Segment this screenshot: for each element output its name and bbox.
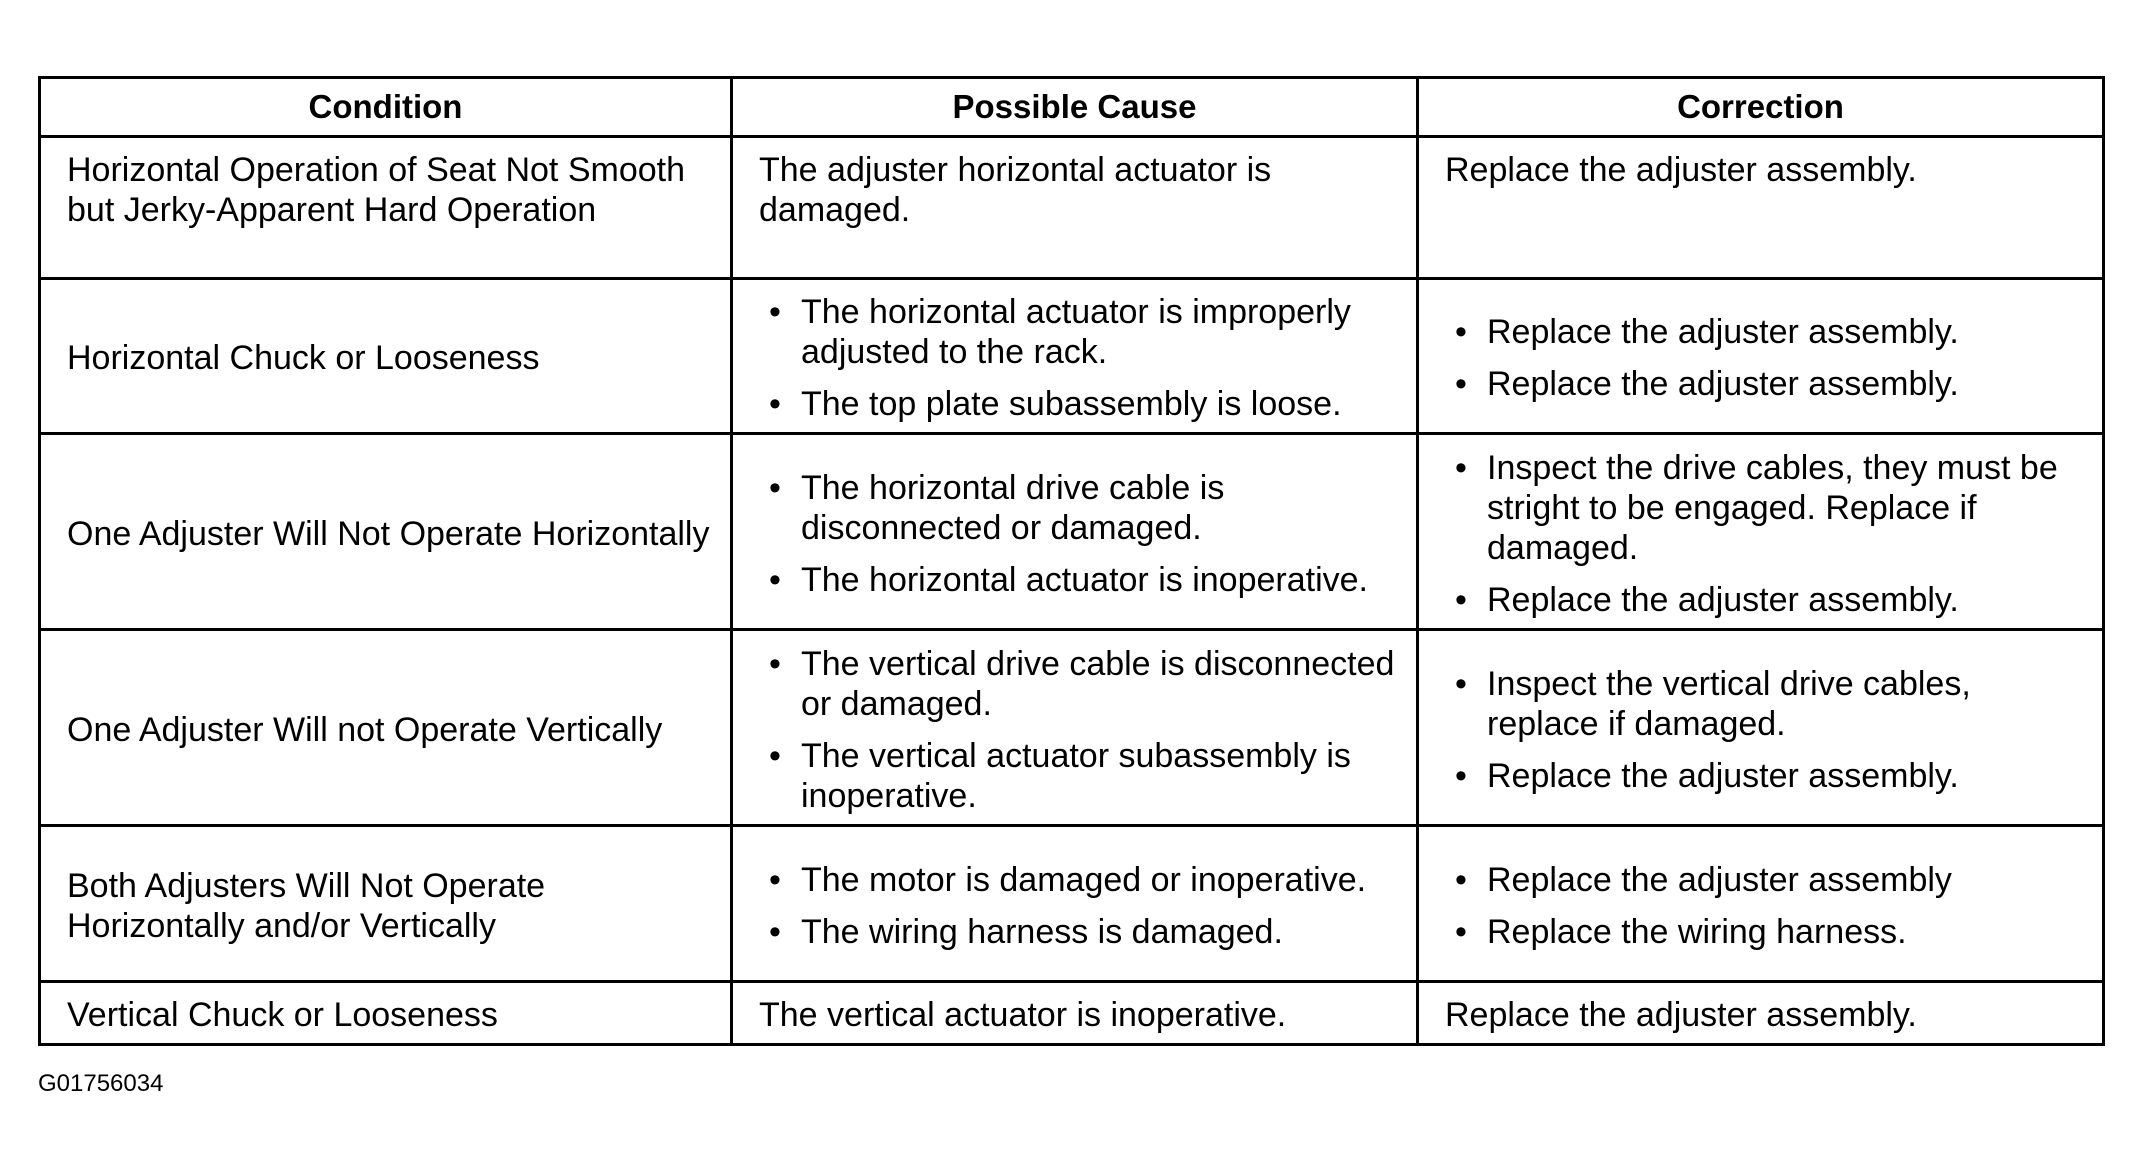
correction-item: • Replace the adjuster assembly. [1487, 756, 2082, 796]
correction-text: Replace the adjuster assembly. [1445, 151, 1917, 189]
correction-item: • Inspect the vertical drive cables, replace if damaged. [1487, 664, 2082, 744]
cause-list [759, 644, 1396, 816]
cause-item: • The horizontal actuator is improperly adjusted to the rack. [801, 292, 1396, 372]
condition-cell [40, 630, 732, 826]
correction-item: • Inspect the drive cables, they must be stright to be engaged. Replace if damaged. [1487, 448, 2082, 568]
cause-item: • The motor is damaged or inoperative. [801, 860, 1396, 900]
correction-cell [1418, 826, 2104, 982]
condition-text: One Adjuster Will Not Operate Horizontally [67, 514, 710, 553]
cause-item: • The wiring harness is damaged. [801, 912, 1396, 952]
cause-text: The adjuster horizontal actuator is damaged. [759, 151, 1272, 229]
condition-text: Both Adjusters Will Not Operate Horizontally and/or Vertically [67, 866, 546, 945]
cause-list [759, 468, 1396, 600]
condition-text: Horizontal Operation of Seat Not Smooth but Jerky-Apparent Hard Operation [67, 151, 685, 229]
cause-item: • The vertical actuator subassembly is inoperative. [801, 736, 1396, 816]
table-row [40, 434, 2104, 630]
header-condition: Condition [40, 78, 732, 137]
condition-cell [40, 434, 732, 630]
correction-list [1445, 664, 2082, 796]
correction-item: • Replace the adjuster assembly. [1487, 364, 2082, 404]
cause-text: The vertical actuator is inoperative. [759, 996, 1287, 1034]
header-row [40, 78, 2104, 137]
correction-cell [1418, 137, 2104, 279]
cause-cell [732, 137, 1418, 279]
header-correction: Correction [1418, 78, 2104, 137]
correction-cell [1418, 279, 2104, 434]
correction-list [1445, 312, 2082, 404]
condition-text: Vertical Chuck or Looseness [67, 996, 498, 1034]
correction-item: • Replace the adjuster assembly [1487, 860, 2082, 900]
cause-cell [732, 982, 1418, 1045]
cause-cell [732, 630, 1418, 826]
cause-cell [732, 826, 1418, 982]
condition-cell [40, 279, 732, 434]
condition-cell [40, 137, 732, 279]
correction-item: • Replace the wiring harness. [1487, 912, 2082, 952]
figure-id-label: G01756034 [38, 1070, 164, 1097]
condition-cell [40, 982, 732, 1045]
table-row [40, 279, 2104, 434]
cause-item: • The horizontal actuator is inoperative. [801, 560, 1396, 600]
correction-cell [1418, 630, 2104, 826]
table-row [40, 826, 2104, 982]
table-row [40, 630, 2104, 826]
condition-text: Horizontal Chuck or Looseness [67, 339, 540, 377]
correction-list [1445, 448, 2082, 620]
cause-cell [732, 279, 1418, 434]
cause-item: • The top plate subassembly is loose. [801, 384, 1396, 424]
correction-list [1445, 860, 2082, 952]
table-row [40, 137, 2104, 279]
correction-item: • Replace the adjuster assembly. [1487, 312, 2082, 352]
correction-cell [1418, 982, 2104, 1045]
cause-list [759, 860, 1396, 952]
correction-cell [1418, 434, 2104, 630]
condition-cell [40, 826, 732, 982]
correction-text: Replace the adjuster assembly. [1445, 996, 1917, 1034]
diagnosis-table [38, 76, 2105, 1046]
cause-item: • The vertical drive cable is disconnected or damaged. [801, 644, 1396, 724]
cause-list [759, 292, 1396, 424]
condition-text: One Adjuster Will not Operate Vertically [67, 710, 663, 749]
table-row [40, 982, 2104, 1045]
cause-cell [732, 434, 1418, 630]
header-possible-cause: Possible Cause [732, 78, 1418, 137]
correction-item: • Replace the adjuster assembly. [1487, 580, 2082, 620]
cause-item: • The horizontal drive cable is disconnected or damaged. [801, 468, 1396, 548]
